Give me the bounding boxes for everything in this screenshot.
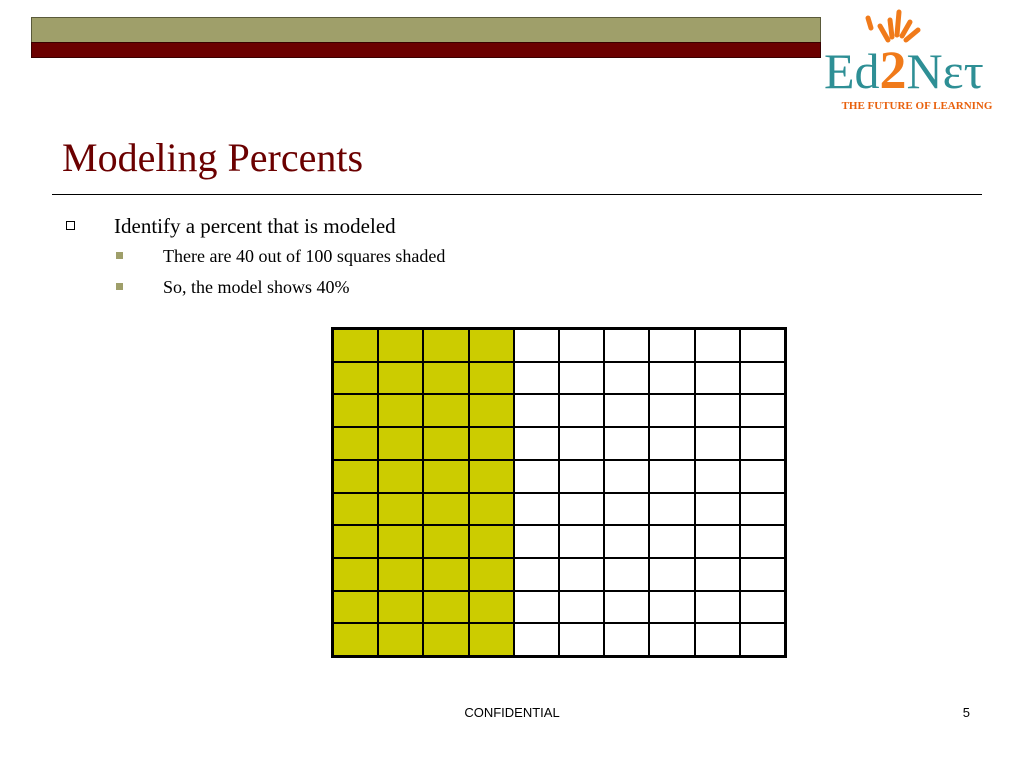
grid-cell-empty <box>695 493 740 526</box>
grid-cell-shaded <box>423 427 468 460</box>
grid-cell-empty <box>695 362 740 395</box>
grid-cell-empty <box>649 460 694 493</box>
grid-cell-shaded <box>469 329 514 362</box>
grid-cell-empty <box>514 493 559 526</box>
grid-cell-shaded <box>469 493 514 526</box>
grid-cell-empty <box>695 394 740 427</box>
grid-cell-empty <box>559 525 604 558</box>
grid-cell-empty <box>514 394 559 427</box>
grid-cell-empty <box>514 427 559 460</box>
grid-cell-empty <box>514 362 559 395</box>
grid-cell-shaded <box>333 623 378 656</box>
grid-cell-empty <box>604 558 649 591</box>
grid-cell-shaded <box>423 460 468 493</box>
grid-cell-shaded <box>378 460 423 493</box>
grid-cell-shaded <box>378 493 423 526</box>
grid-cell-empty <box>604 525 649 558</box>
grid-cell-shaded <box>469 427 514 460</box>
grid-cell-empty <box>695 558 740 591</box>
filled-square-bullet-icon <box>116 252 123 259</box>
grid-cell-shaded <box>423 493 468 526</box>
grid-cell-shaded <box>469 591 514 624</box>
grid-cell-shaded <box>333 493 378 526</box>
grid-cell-shaded <box>378 394 423 427</box>
grid-cell-shaded <box>423 329 468 362</box>
grid-cell-empty <box>559 460 604 493</box>
grid-cell-empty <box>740 394 785 427</box>
grid-cell-empty <box>514 460 559 493</box>
hollow-square-bullet-icon <box>66 221 75 230</box>
grid-cell-empty <box>604 394 649 427</box>
grid-cell-empty <box>740 329 785 362</box>
grid-cell-empty <box>514 623 559 656</box>
grid-cell-empty <box>740 362 785 395</box>
grid-cell-empty <box>740 493 785 526</box>
grid-cell-empty <box>604 493 649 526</box>
grid-cell-shaded <box>378 525 423 558</box>
grid-cell-empty <box>649 623 694 656</box>
grid-cell-shaded <box>469 623 514 656</box>
grid-cell-empty <box>514 558 559 591</box>
bullet-text: Identify a percent that is modeled <box>114 214 396 238</box>
grid-cell-shaded <box>423 362 468 395</box>
bullet-text: There are 40 out of 100 squares shaded <box>163 246 446 266</box>
grid-cell-shaded <box>423 591 468 624</box>
grid-cell-empty <box>649 362 694 395</box>
grid-cell-empty <box>695 460 740 493</box>
grid-cell-shaded <box>378 623 423 656</box>
grid-cell-shaded <box>423 623 468 656</box>
grid-cell-empty <box>740 623 785 656</box>
grid-cell-empty <box>649 525 694 558</box>
grid-cell-empty <box>695 591 740 624</box>
filled-square-bullet-icon <box>116 283 123 290</box>
grid-cell-shaded <box>333 558 378 591</box>
grid-cell-shaded <box>423 394 468 427</box>
grid-cell-empty <box>649 558 694 591</box>
grid-cell-empty <box>649 591 694 624</box>
hundred-grid-model <box>331 327 787 658</box>
grid-cell-empty <box>514 329 559 362</box>
grid-cell-shaded <box>378 329 423 362</box>
grid-cell-shaded <box>423 525 468 558</box>
grid-cell-empty <box>559 394 604 427</box>
grid-cell-shaded <box>469 558 514 591</box>
grid-cell-shaded <box>469 460 514 493</box>
grid-cell-shaded <box>469 394 514 427</box>
grid-cell-shaded <box>333 525 378 558</box>
grid-cell-empty <box>695 525 740 558</box>
title-divider <box>52 194 982 195</box>
grid-cell-shaded <box>423 558 468 591</box>
grid-cell-empty <box>740 591 785 624</box>
grid-cell-empty <box>514 591 559 624</box>
grid-cell-shaded <box>333 591 378 624</box>
grid-cell-shaded <box>333 460 378 493</box>
bullet-text: So, the model shows 40% <box>163 277 350 297</box>
logo-ed: Ed2Nετ <box>824 40 984 100</box>
grid-cell-empty <box>559 427 604 460</box>
slide-title: Modeling Percents <box>62 135 364 180</box>
grid-cell-empty <box>649 427 694 460</box>
grid-cell-empty <box>559 558 604 591</box>
grid-cell-empty <box>740 558 785 591</box>
grid-cell-shaded <box>333 427 378 460</box>
grid-cell-empty <box>604 329 649 362</box>
grid-cell-empty <box>514 525 559 558</box>
grid-cell-shaded <box>469 525 514 558</box>
page-number: 5 <box>962 705 970 720</box>
grid-cell-shaded <box>378 427 423 460</box>
grid-cell-empty <box>559 362 604 395</box>
grid-cell-empty <box>604 460 649 493</box>
grid-cell-empty <box>649 394 694 427</box>
grid-cell-empty <box>559 493 604 526</box>
grid-cell-empty <box>649 329 694 362</box>
grid-cell-shaded <box>333 329 378 362</box>
header-band-top <box>31 17 821 42</box>
grid-cell-empty <box>740 460 785 493</box>
logo-tagline: THE FUTURE OF LEARNING <box>841 100 993 112</box>
grid-cell-empty <box>559 591 604 624</box>
grid-cell-empty <box>559 329 604 362</box>
grid-cell-shaded <box>333 394 378 427</box>
header-band-bottom <box>31 42 821 58</box>
grid-cell-shaded <box>378 591 423 624</box>
grid-cell-empty <box>740 525 785 558</box>
sun-rays-icon <box>868 12 918 40</box>
grid-cell-empty <box>740 427 785 460</box>
grid-cell-empty <box>604 591 649 624</box>
grid-cell-shaded <box>378 362 423 395</box>
grid-cell-empty <box>604 362 649 395</box>
grid-cell-empty <box>695 329 740 362</box>
grid-cell-empty <box>559 623 604 656</box>
grid-cell-empty <box>604 623 649 656</box>
grid-cell-empty <box>695 623 740 656</box>
grid-cell-shaded <box>333 362 378 395</box>
grid-cell-shaded <box>469 362 514 395</box>
grid-cell-shaded <box>378 558 423 591</box>
grid-cell-empty <box>695 427 740 460</box>
grid-cell-empty <box>604 427 649 460</box>
footer-confidential: CONFIDENTIAL <box>464 705 560 720</box>
grid-cell-empty <box>649 493 694 526</box>
